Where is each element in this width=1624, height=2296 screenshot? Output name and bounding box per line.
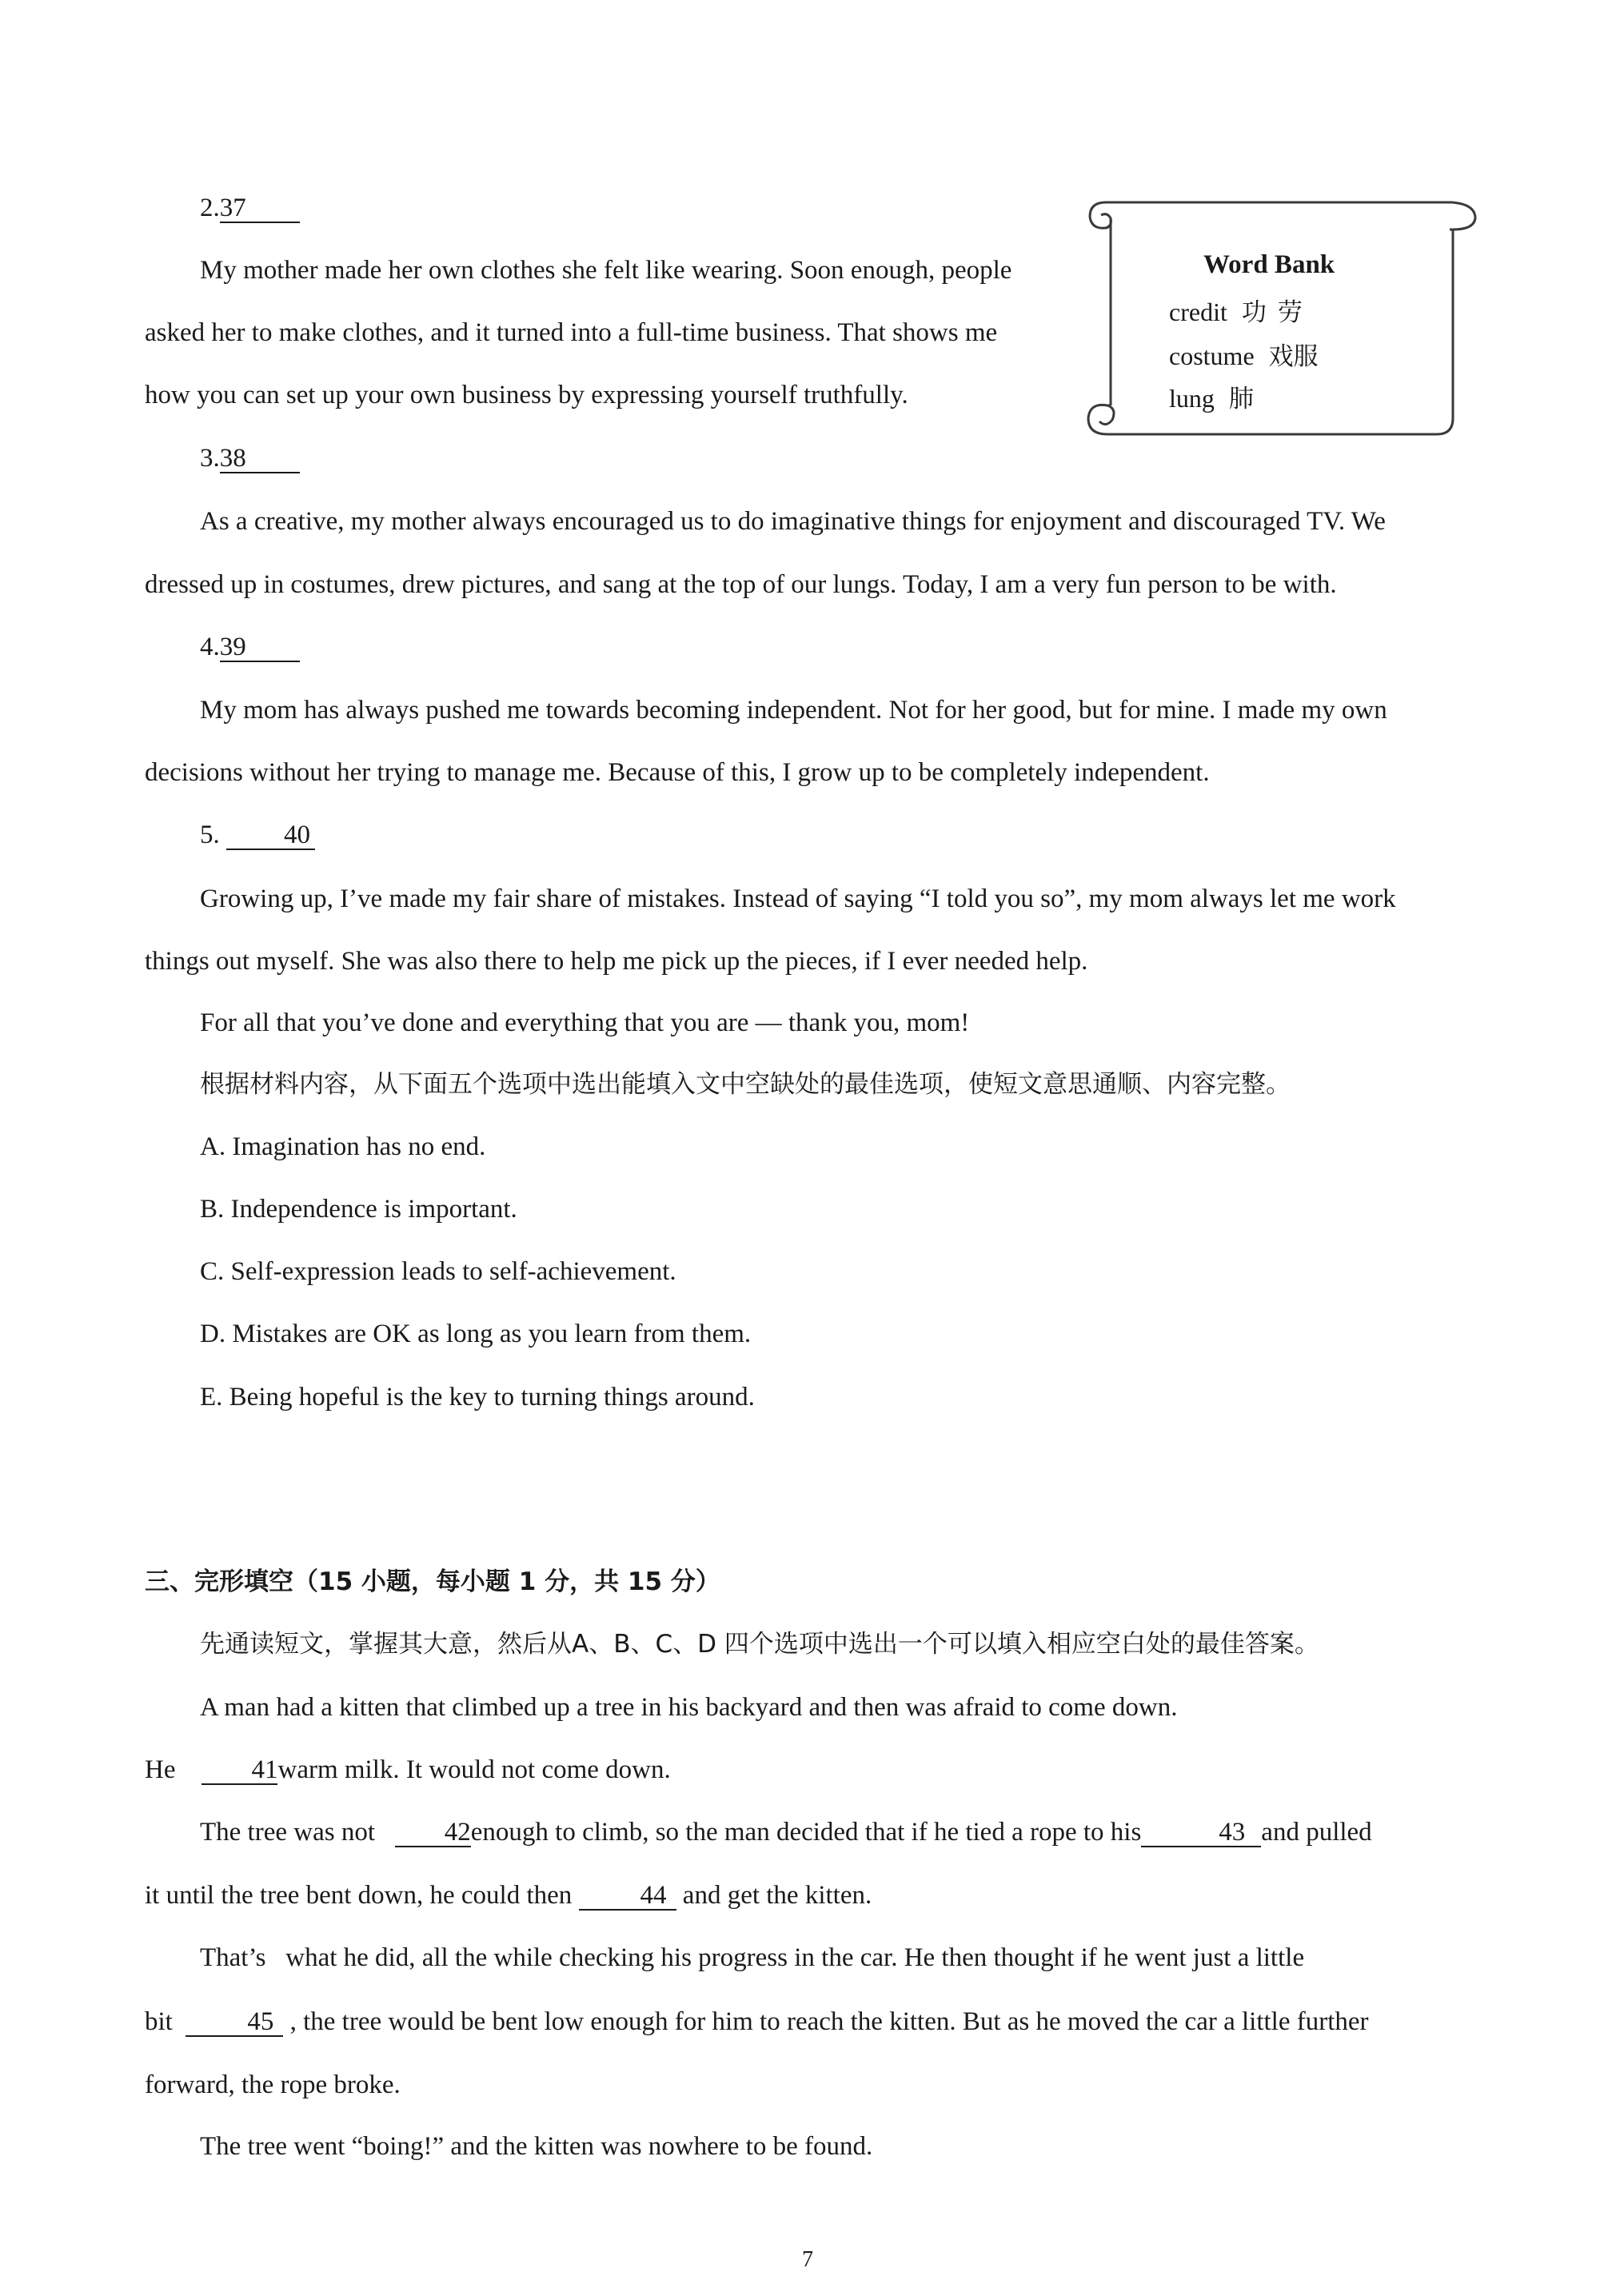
- word-bank-scroll: [1083, 196, 1479, 444]
- cloze-line: That’s what he did, all the while checking his progress in the car. He then thought if he went just a little: [200, 1943, 1305, 1972]
- answer-blank-42[interactable]: 42: [395, 1819, 471, 1847]
- paragraph-line: how you can set up your own business by expressing yourself truthfully.: [145, 381, 908, 409]
- paragraph-line: Growing up, I’ve made my fair share of mistakes. Instead of saying “I told you so”, my mom always let me work: [200, 884, 1396, 913]
- cloze-line: A man had a kitten that climbed up a tree in his backyard and then was afraid to come down.: [200, 1693, 1178, 1722]
- answer-blank-38[interactable]: 38: [220, 445, 300, 473]
- q5-label: 5.: [200, 821, 220, 849]
- task-instruction: 根据材料内容，从下面五个选项中选出能填入文中空缺处的最佳选项，使短文意思通顺、内容完整。: [200, 1070, 1291, 1099]
- section-heading: 三、完形填空（15 小题，每小题 1 分，共 15 分）: [145, 1567, 720, 1596]
- cloze-line: forward, the rope broke.: [145, 2070, 401, 2099]
- q3-heading: [200, 442, 300, 474]
- q4-label: 4.: [200, 633, 220, 661]
- paragraph-line: asked her to make clothes, and it turned into a full-time business. That shows me: [145, 318, 998, 347]
- cloze-line: bit 45 , the tree would be bent low enough for him to reach the kitten. But as he moved the car a little further: [145, 2007, 1369, 2036]
- q3-label: 3.: [200, 444, 220, 473]
- cloze-line: it until the tree bent down, he could then 44 and get the kitten.: [145, 1881, 872, 1910]
- word-bank-entry: lung 肺: [1169, 384, 1265, 413]
- cloze-line: The tree went “boing!” and the kitten was nowhere to be found.: [200, 2132, 873, 2161]
- option-e: E. Being hopeful is the key to turning things around.: [200, 1383, 755, 1412]
- word-bank-entry: credit 功劳: [1169, 297, 1314, 327]
- answer-blank-43[interactable]: 43: [1141, 1819, 1261, 1847]
- answer-blank-39[interactable]: 39: [220, 633, 300, 662]
- word-bank-entry: costume 戏服: [1169, 341, 1319, 371]
- option-a: A. Imagination has no end.: [200, 1132, 486, 1161]
- answer-blank-37[interactable]: 37: [220, 194, 300, 223]
- q2-heading: [200, 192, 300, 224]
- answer-blank-44[interactable]: 44: [579, 1882, 676, 1911]
- word-bank-title: Word Bank: [1203, 250, 1335, 279]
- option-d: D. Mistakes are OK as long as you learn from them.: [200, 1320, 752, 1348]
- paragraph-line: dressed up in costumes, drew pictures, and sang at the top of our lungs. Today, I am a very fun person to be with.: [145, 570, 1337, 599]
- section-instruction: 先通读短文，掌握其大意，然后从A、B、C、D 四个选项中选出一个可以填入相应空白处的最佳答案。: [200, 1630, 1319, 1659]
- q2-label: 2.: [200, 194, 220, 222]
- option-c: C. Self-expression leads to self-achievement.: [200, 1257, 676, 1286]
- closing-line: For all that you’ve done and everything that you are — thank you, mom!: [200, 1008, 970, 1037]
- cloze-line: The tree was not 42enough to climb, so the man decided that if he tied a rope to his 43 and pulled: [200, 1818, 1372, 1847]
- paragraph-line: As a creative, my mother always encouraged us to do imaginative things for enjoyment and discouraged TV. We: [200, 507, 1386, 536]
- page-number: 7: [802, 2247, 813, 2272]
- answer-blank-41[interactable]: 41: [202, 1756, 277, 1785]
- q5-heading: [200, 819, 315, 851]
- answer-blank-40[interactable]: 40: [226, 821, 315, 850]
- paragraph-line: decisions without her trying to manage me. Because of this, I grow up to be completely independent.: [145, 758, 1210, 787]
- paragraph-line: My mom has always pushed me towards becoming independent. Not for her good, but for mine. I made my own: [200, 696, 1387, 725]
- option-b: B. Independence is important.: [200, 1195, 517, 1224]
- answer-blank-45[interactable]: 45: [186, 2008, 283, 2037]
- paragraph-line: My mother made her own clothes she felt like wearing. Soon enough, people: [200, 256, 1012, 285]
- cloze-line: He 41warm milk. It would not come down.: [145, 1755, 671, 1784]
- paragraph-line: things out myself. She was also there to help me pick up the pieces, if I ever needed help.: [145, 947, 1088, 976]
- q4-heading: [200, 631, 300, 663]
